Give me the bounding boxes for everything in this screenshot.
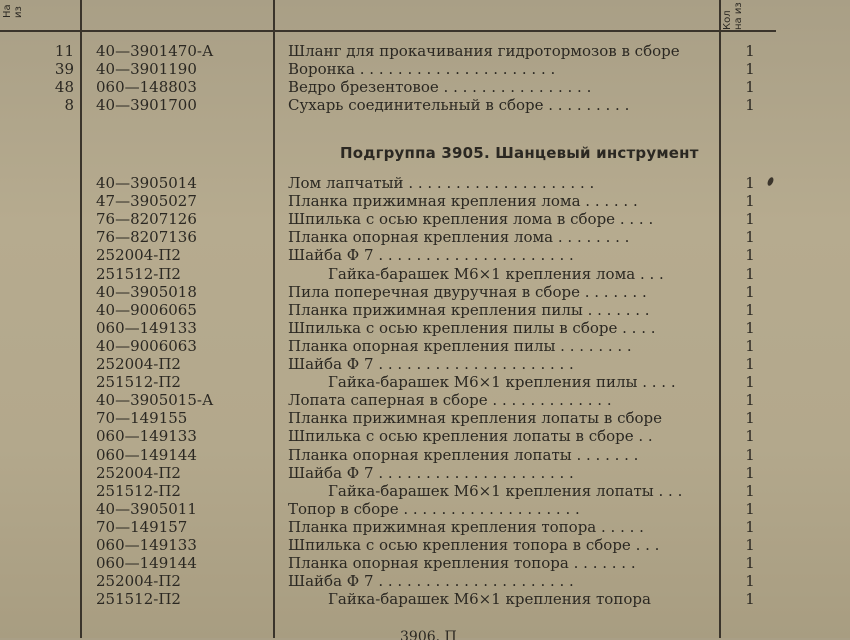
- table-row: [0, 246, 850, 264]
- part-code: 060—149144: [96, 445, 197, 464]
- quantity: 1: [745, 336, 755, 355]
- part-name: Планка прижимная крепления пилы . . . . . . .: [288, 300, 650, 319]
- quantity: 1: [745, 355, 755, 373]
- table-row: [0, 60, 850, 78]
- part-name: Планка опорная крепления топора . . . . . . .: [288, 554, 636, 573]
- quantity: 1: [745, 228, 755, 247]
- table-row: [0, 210, 850, 228]
- part-name: Шайба Ф 7 . . . . . . . . . . . . . . . . . . . . .: [288, 246, 574, 265]
- table-row: [0, 409, 850, 427]
- subgroup-heading: Подгруппа 3905. Шанцевый инструмент: [340, 144, 699, 162]
- part-code: 76—8207136: [96, 228, 197, 247]
- table-row: [0, 319, 850, 337]
- part-code: 40—3905018: [96, 282, 197, 301]
- part-code: 40—3901190: [96, 60, 197, 78]
- quantity: 1: [745, 60, 755, 78]
- part-code: 40—9006065: [96, 300, 197, 319]
- quantity: 1: [745, 499, 755, 518]
- table-row: [0, 96, 850, 114]
- part-name: Гайка-барашек М6×1 крепления пилы . . . .: [328, 373, 676, 392]
- table-row: [0, 518, 850, 536]
- table-row: [0, 572, 850, 590]
- part-name: Шпилька с осью крепления топора в сборе . . .: [288, 536, 660, 554]
- table-row: [0, 42, 850, 60]
- table-row: [0, 391, 850, 409]
- part-code: 76—8207126: [96, 210, 197, 229]
- part-code: 060—149144: [96, 554, 197, 573]
- part-code: 060—149133: [96, 427, 197, 446]
- quantity: 1: [745, 391, 755, 410]
- table-row: [0, 373, 850, 391]
- part-name: Гайка-барашек М6×1 крепления лопаты . . .: [328, 481, 683, 500]
- header-rule: [0, 30, 776, 32]
- quantity: 1: [745, 590, 755, 609]
- part-code: 70—149155: [96, 409, 188, 428]
- part-name: Ведро брезентовое . . . . . . . . . . . . . . . .: [288, 78, 592, 96]
- part-code: 40—9006063: [96, 336, 197, 355]
- row-number: 8: [64, 96, 74, 114]
- quantity: 1: [745, 78, 755, 96]
- part-code: 251512-П2: [96, 481, 181, 500]
- part-name: Сухарь соединительный в сборе . . . . . . . . .: [288, 96, 630, 114]
- quantity: 1: [745, 572, 755, 591]
- table-row: [0, 536, 850, 554]
- next-subgroup-heading-cut: 3906. П: [400, 629, 457, 640]
- table-row: [0, 283, 850, 301]
- table-row: [0, 174, 850, 192]
- table-row: [0, 355, 850, 373]
- part-name: Планка прижимная крепления лопаты в сборе: [288, 409, 663, 428]
- table-row: [0, 301, 850, 319]
- part-name: Шайба Ф 7 . . . . . . . . . . . . . . . . . . . . .: [288, 572, 574, 591]
- table-row: [0, 446, 850, 464]
- part-name: Шайба Ф 7 . . . . . . . . . . . . . . . . . . . . .: [288, 355, 574, 373]
- part-code: 40—3901470-А: [96, 42, 214, 60]
- table-row: [0, 590, 850, 608]
- part-code: 40—3905011: [96, 499, 197, 518]
- part-code: 70—149157: [96, 517, 188, 536]
- part-code: 40—3905015-А: [96, 391, 214, 410]
- quantity: 1: [745, 96, 755, 114]
- part-name: Гайка-барашек М6×1 крепления топора: [328, 590, 651, 609]
- quantity: 1: [745, 246, 755, 265]
- part-name: Топор в сборе . . . . . . . . . . . . . . . . . . .: [288, 499, 580, 518]
- table-row: [0, 78, 850, 96]
- quantity: 1: [745, 192, 755, 211]
- part-code: 47—3905027: [96, 192, 197, 211]
- row-number: 11: [54, 42, 74, 60]
- part-code: 060—149133: [96, 536, 197, 554]
- quantity: 1: [745, 264, 755, 283]
- table-row: [0, 228, 850, 246]
- part-code: 060—148803: [96, 78, 197, 96]
- table-row: [0, 464, 850, 482]
- header-right-label: Кол на из: [722, 2, 744, 30]
- quantity: 1: [745, 554, 755, 573]
- quantity: 1: [745, 300, 755, 319]
- part-name: Шпилька с осью крепления лома в сборе . . . .: [288, 210, 654, 229]
- quantity: 1: [745, 409, 755, 428]
- row-number: 39: [54, 60, 74, 78]
- quantity: 1: [745, 210, 755, 229]
- part-name: Пила поперечная двуручная в сборе . . . . . . .: [288, 282, 647, 301]
- part-code: 060—149133: [96, 318, 197, 337]
- quantity: 1: [745, 481, 755, 500]
- part-name: Лопата саперная в сборе . . . . . . . . . . . . .: [288, 391, 612, 410]
- part-name: Шпилька с осью крепления лопаты в сборе . .: [288, 427, 653, 446]
- part-name: Планка опорная крепления пилы . . . . . . . .: [288, 336, 632, 355]
- part-code: 40—3905014: [96, 174, 197, 192]
- part-code: 251512-П2: [96, 373, 181, 392]
- table-row: [0, 265, 850, 283]
- part-name: Шланг для прокачивания гидротормозов в сборе: [288, 42, 680, 60]
- part-name: Планка опорная крепления лопаты . . . . . . .: [288, 445, 639, 464]
- part-code: 252004-П2: [96, 355, 181, 373]
- part-name: Шпилька с осью крепления пилы в сборе . . . .: [288, 318, 656, 337]
- part-name: Воронка . . . . . . . . . . . . . . . . . . . . .: [288, 60, 556, 78]
- part-name: Планка прижимная крепления топора . . . . .: [288, 517, 644, 536]
- quantity: 1: [745, 445, 755, 464]
- quantity: 1: [745, 174, 755, 192]
- quantity: 1: [745, 42, 755, 60]
- quantity: 1: [745, 536, 755, 554]
- quantity: 1: [745, 463, 755, 482]
- part-name: Планка опорная крепления лома . . . . . . . .: [288, 228, 630, 247]
- table-row: [0, 337, 850, 355]
- part-code: 251512-П2: [96, 264, 181, 283]
- table-row: [0, 554, 850, 572]
- part-code: 40—3901700: [96, 96, 197, 114]
- part-code: 252004-П2: [96, 246, 181, 265]
- quantity: 1: [745, 282, 755, 301]
- row-number: 48: [54, 78, 74, 96]
- part-name: Гайка-барашек М6×1 крепления лома . . .: [328, 264, 664, 283]
- quantity: 1: [745, 517, 755, 536]
- quantity: 1: [745, 373, 755, 392]
- header-left-label: На из: [2, 4, 24, 18]
- part-name: Планка прижимная крепления лома . . . . . .: [288, 192, 638, 211]
- part-code: 252004-П2: [96, 572, 181, 591]
- part-code: 252004-П2: [96, 463, 181, 482]
- quantity: 1: [745, 318, 755, 337]
- part-name: Шайба Ф 7 . . . . . . . . . . . . . . . . . . . . .: [288, 463, 574, 482]
- part-code: 251512-П2: [96, 590, 181, 609]
- table-row: [0, 482, 850, 500]
- table-row: [0, 500, 850, 518]
- quantity: 1: [745, 427, 755, 446]
- table-row: [0, 192, 850, 210]
- table-row: [0, 427, 850, 445]
- part-name: Лом лапчатый . . . . . . . . . . . . . . . . . . . .: [288, 174, 595, 192]
